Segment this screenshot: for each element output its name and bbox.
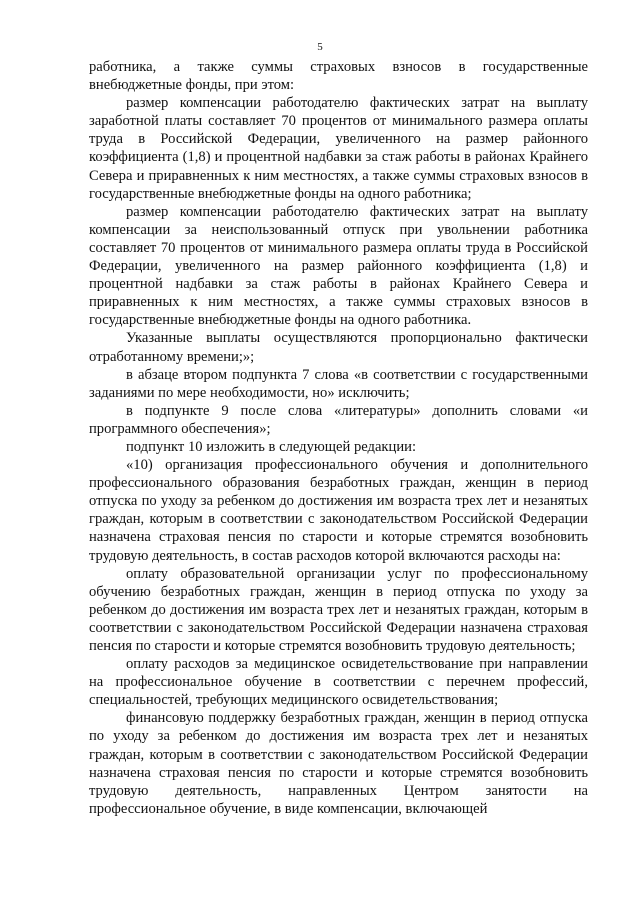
paragraph-vacation-compensation: размер компенсации работодателю фактических затрат на выплату компенсации за неиспользованный отпуск при увольнении работника составляет 70 процентов от минимального размера оплаты труда в Российской Федерации, увеличенного на размер районного коэффициента (1,8) и процентной надбавки за стаж работы в районах Крайнего Севера и приравненных к ним местностях, а также суммы страховых взносов в государственные внебюджетные фонды на одного работника. [89,203,588,329]
page-number: 5 [317,41,323,53]
paragraph-continuation: работника, а также суммы страховых взносов в государственные внебюджетные фонды, при этом: [89,59,588,94]
paragraph-subparagraph-10-intro: подпункт 10 изложить в следующей редакции: [126,438,417,455]
paragraph-wage-compensation: размер компенсации работодателю фактических затрат на выплату заработной платы составляет 70 процентов от минимального размера оплаты труда в Российской Федерации, увеличенного на размер районного коэффициента (1,8) и процентной надбавки за стаж работы в районах Крайнего Севера и приравненных к ним местностях, а также суммы страховых взносов в государственные внебюджетные фонды на одного работника; [89,95,588,202]
document-body [89,58,588,818]
paragraph-payments-note: Указанные выплаты осуществляются пропорционально фактически отработанному времени;»; [89,330,588,365]
paragraph-medical-examination: оплату расходов за медицинское освидетельствование при направлении на профессиональное обучение в соответствии с перечнем профессий, специальностей, требующих медицинского освидетельствования; [89,656,588,709]
paragraph-financial-support: финансовую поддержку безработных граждан, женщин в период отпуска по уходу за ребенком до достижения им возраста трех лет и незанятых граждан, которым в соответствии с законодательством Российской Федерации назначена страховая пенсия по старости и которые стремятся возобновить трудовую деятельность, направленных Центром занятости на профессиональное обучение, в виде компенсации, включающей [89,710,588,817]
paragraph-item-10: «10) организация профессионального обучения и дополнительного профессионального образования безработных граждан, женщин в период отпуска по уходу за ребенком до достижения им возраста трех лет и незанятых граждан, которым в соответствии с законодательством Российской Федерации назначена страховая пенсия по старости и которые стремятся возобновить трудовую деятельность, в состав расходов которой включаются расходы на: [89,457,588,564]
paragraph-training-payment: оплату образовательной организации услуг по профессиональному обучению безработных граждан, женщин в период отпуска по уходу за ребенком до достижения им возраста трех лет и незанятых граждан, которым в соответствии с законодательством Российской Федерации назначена страховая пенсия по старости и которые стремятся возобновить трудовую деятельность; [89,565,588,654]
paragraph-subparagraph-7: в абзаце втором подпункта 7 слова «в соответствии с государственными заданиями по мере необходимости, но» исключить; [89,366,588,401]
paragraph-subparagraph-9: в подпункте 9 после слова «литературы» дополнить словами «и программного обеспечения»; [89,402,588,437]
